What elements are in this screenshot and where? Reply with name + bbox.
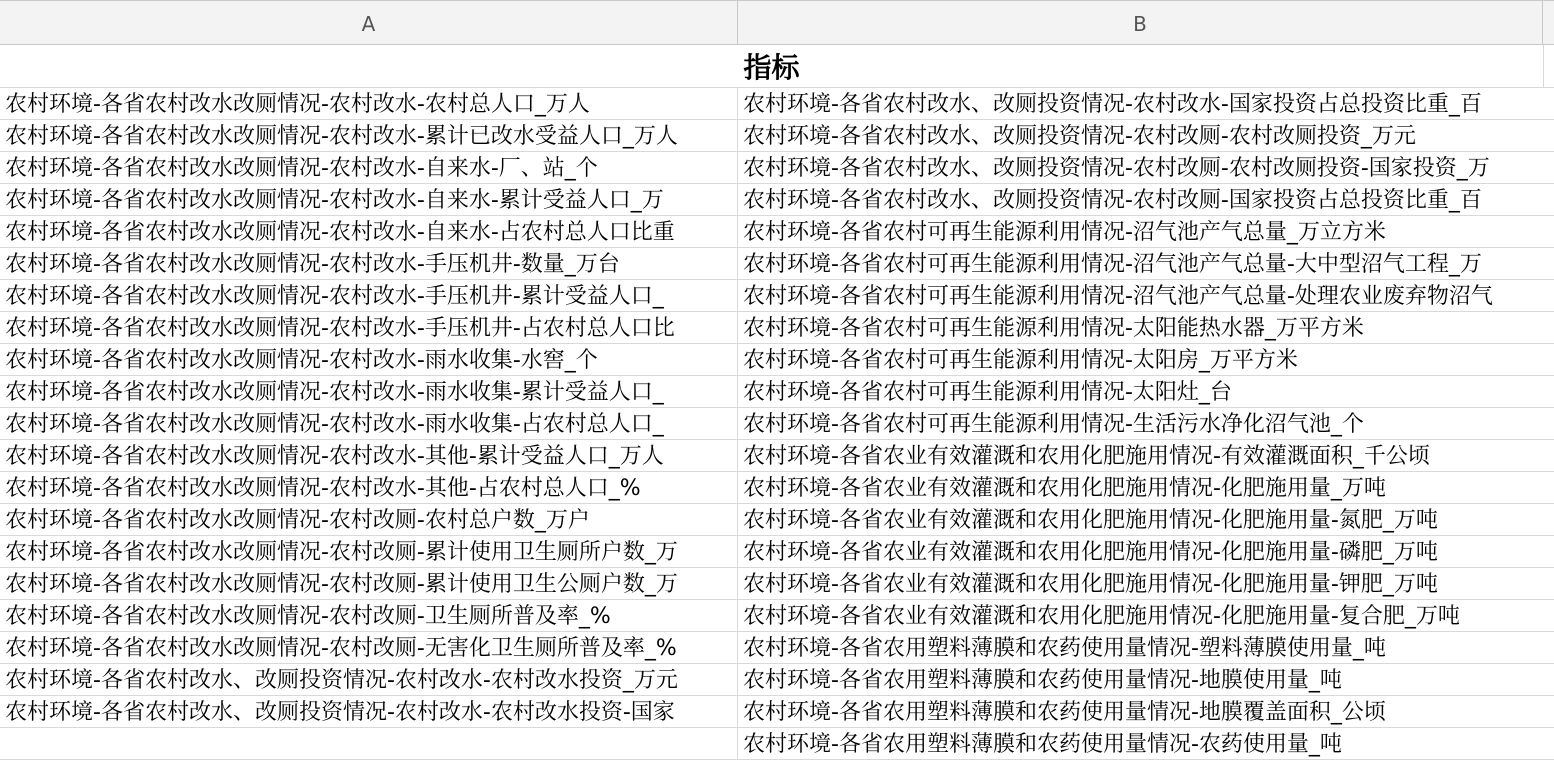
- cell-b[interactable]: 农村环境-各省农村可再生能源利用情况-沼气池产气总量-大中型沼气工程_万: [743, 252, 1482, 277]
- cell-a[interactable]: 农村环境-各省农村改水改厕情况-农村改水-自来水-厂、站_个: [0, 152, 738, 183]
- cell-b[interactable]: 农村环境-各省农村可再生能源利用情况-太阳灶_台: [743, 380, 1232, 405]
- cell-b[interactable]: 农村环境-各省农用塑料薄膜和农药使用量情况-农药使用量_吨: [743, 732, 1342, 757]
- table-row: [0, 696, 1554, 728]
- cell-a[interactable]: 农村环境-各省农村改水改厕情况-农村改水-雨水收集-占农村总人口_: [0, 408, 738, 439]
- cell-b[interactable]: 农村环境-各省农用塑料薄膜和农药使用量情况-地膜使用量_吨: [743, 668, 1342, 693]
- cell-a[interactable]: 农村环境-各省农村改水改厕情况-农村改水-手压机井-占农村总人口比: [0, 312, 738, 343]
- cell-a[interactable]: 农村环境-各省农村改水改厕情况-农村改水-农村总人口_万人: [0, 88, 738, 119]
- cell-a[interactable]: 农村环境-各省农村改水改厕情况-农村改水-累计已改水受益人口_万人: [0, 120, 738, 151]
- cell-a[interactable]: 农村环境-各省农村改水改厕情况-农村改水-雨水收集-累计受益人口_: [0, 376, 738, 407]
- table-row: [0, 216, 1554, 248]
- cell-b[interactable]: 农村环境-各省农村可再生能源利用情况-太阳能热水器_万平方米: [743, 316, 1364, 341]
- column-divider: [1543, 45, 1544, 88]
- table-row: [0, 184, 1554, 216]
- table-row: [0, 568, 1554, 600]
- title-row: [0, 45, 1554, 88]
- cell-b[interactable]: 农村环境-各省农村改水、改厕投资情况-农村改厕-农村改厕投资-国家投资_万: [743, 156, 1490, 181]
- cell-b[interactable]: 农村环境-各省农用塑料薄膜和农药使用量情况-地膜覆盖面积_公顷: [743, 700, 1386, 725]
- column-header-c[interactable]: [1543, 1, 1554, 44]
- data-rows: [0, 88, 1554, 760]
- cell-b[interactable]: 农村环境-各省农业有效灌溉和农用化肥施用情况-有效灌溉面积_千公顷: [743, 444, 1430, 469]
- cell-a[interactable]: 农村环境-各省农村改水改厕情况-农村改厕-卫生厕所普及率_%: [0, 600, 738, 631]
- table-row: [0, 312, 1554, 344]
- table-row: [0, 536, 1554, 568]
- cell-b[interactable]: 农村环境-各省农村改水、改厕投资情况-农村改厕-农村改厕投资_万元: [743, 124, 1416, 149]
- cell-b[interactable]: 农村环境-各省农村改水、改厕投资情况-农村改水-国家投资占总投资比重_百: [743, 92, 1482, 117]
- table-row: [0, 248, 1554, 280]
- cell-b[interactable]: 农村环境-各省农村可再生能源利用情况-生活污水净化沼气池_个: [743, 412, 1364, 437]
- table-row: [0, 88, 1554, 120]
- table-row: [0, 728, 1554, 760]
- table-row: [0, 408, 1554, 440]
- cell-a[interactable]: 农村环境-各省农村改水、改厕投资情况-农村改水-农村改水投资_万元: [0, 664, 738, 695]
- cell-a[interactable]: 农村环境-各省农村改水改厕情况-农村改水-手压机井-累计受益人口_: [0, 280, 738, 311]
- table-row: [0, 120, 1554, 152]
- cell-b[interactable]: 农村环境-各省农村可再生能源利用情况-沼气池产气总量_万立方米: [743, 220, 1386, 245]
- cell-b[interactable]: 农村环境-各省农村可再生能源利用情况-沼气池产气总量-处理农业废弃物沼气: [743, 284, 1493, 309]
- cell-a[interactable]: 农村环境-各省农村改水改厕情况-农村改水-手压机井-数量_万台: [0, 248, 738, 279]
- title-cell[interactable]: 指标: [743, 51, 800, 84]
- cell-a[interactable]: 农村环境-各省农村改水改厕情况-农村改厕-累计使用卫生厕所户数_万: [0, 536, 738, 567]
- cell-a[interactable]: 农村环境-各省农村改水改厕情况-农村改水-自来水-占农村总人口比重: [0, 216, 738, 247]
- cell-b[interactable]: 农村环境-各省农村改水、改厕投资情况-农村改厕-国家投资占总投资比重_百: [743, 188, 1482, 213]
- column-header-b[interactable]: B: [738, 1, 1543, 44]
- table-row: [0, 632, 1554, 664]
- column-header-a[interactable]: A: [0, 1, 738, 44]
- cell-a[interactable]: 农村环境-各省农村改水改厕情况-农村改水-自来水-累计受益人口_万: [0, 184, 738, 215]
- cell-a[interactable]: 农村环境-各省农村改水改厕情况-农村改厕-农村总户数_万户: [0, 504, 738, 535]
- cell-a[interactable]: [0, 728, 738, 759]
- cell-b[interactable]: 农村环境-各省农村可再生能源利用情况-太阳房_万平方米: [743, 348, 1298, 373]
- cell-a[interactable]: 农村环境-各省农村改水改厕情况-农村改水-其他-累计受益人口_万人: [0, 440, 738, 471]
- cell-b[interactable]: 农村环境-各省农业有效灌溉和农用化肥施用情况-化肥施用量_万吨: [743, 476, 1386, 501]
- cell-b[interactable]: 农村环境-各省农业有效灌溉和农用化肥施用情况-化肥施用量-氮肥_万吨: [743, 508, 1438, 533]
- cell-b[interactable]: 农村环境-各省农业有效灌溉和农用化肥施用情况-化肥施用量-磷肥_万吨: [743, 540, 1438, 565]
- table-row: [0, 504, 1554, 536]
- table-row: [0, 152, 1554, 184]
- cell-b[interactable]: 农村环境-各省农用塑料薄膜和农药使用量情况-塑料薄膜使用量_吨: [743, 636, 1386, 661]
- cell-b[interactable]: 农村环境-各省农业有效灌溉和农用化肥施用情况-化肥施用量-复合肥_万吨: [743, 604, 1460, 629]
- table-row: [0, 376, 1554, 408]
- cell-a[interactable]: 农村环境-各省农村改水改厕情况-农村改厕-累计使用卫生公厕户数_万: [0, 568, 738, 599]
- table-row: [0, 664, 1554, 696]
- cell-a[interactable]: 农村环境-各省农村改水改厕情况-农村改水-雨水收集-水窖_个: [0, 344, 738, 375]
- cell-a[interactable]: 农村环境-各省农村改水、改厕投资情况-农村改水-农村改水投资-国家: [0, 696, 738, 727]
- column-header-row: [0, 0, 1554, 45]
- table-row: [0, 440, 1554, 472]
- cell-b[interactable]: 农村环境-各省农业有效灌溉和农用化肥施用情况-化肥施用量-钾肥_万吨: [743, 572, 1438, 597]
- table-row: [0, 280, 1554, 312]
- table-row: [0, 600, 1554, 632]
- cell-a[interactable]: 农村环境-各省农村改水改厕情况-农村改厕-无害化卫生厕所普及率_%: [0, 632, 738, 663]
- table-row: [0, 472, 1554, 504]
- cell-a[interactable]: 农村环境-各省农村改水改厕情况-农村改水-其他-占农村总人口_%: [0, 472, 738, 503]
- table-row: [0, 344, 1554, 376]
